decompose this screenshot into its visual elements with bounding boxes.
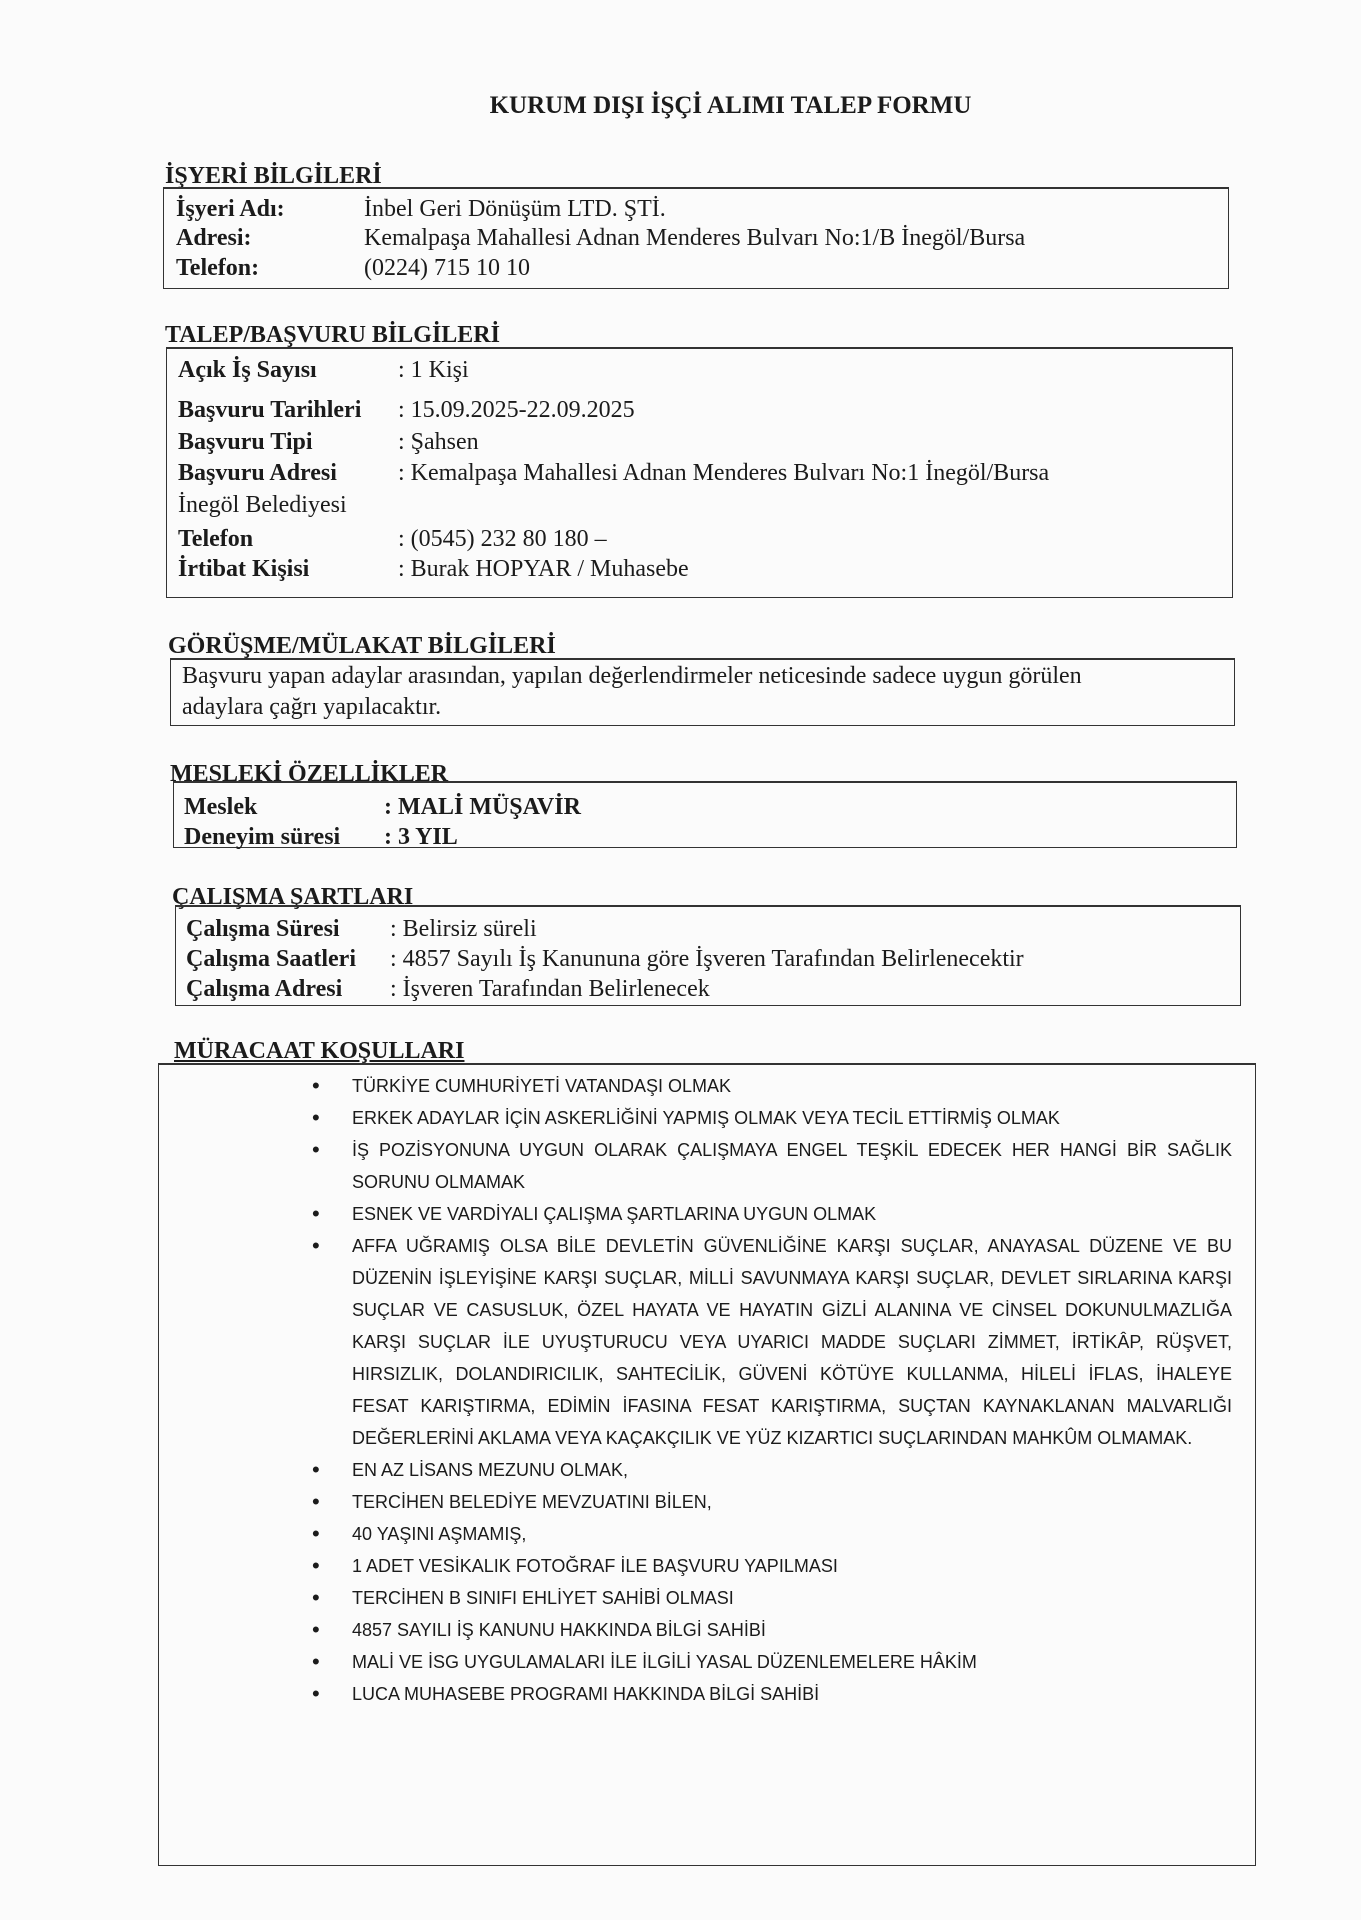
talep-row: Açık İş Sayısı : 1 Kişi xyxy=(178,357,469,383)
requirement-item: • İŞ POZİSYONUNA UYGUN OLARAK ÇALIŞMAYA ENGEL TEŞKİL EDECEK HER HANGİ BİR SAĞLIK SORUNU OLMAMAK xyxy=(352,1134,1232,1198)
talep-row: Başvuru Tipi : Şahsen xyxy=(178,429,479,455)
section-heading-muracaat: MÜRACAAT KOŞULLARI xyxy=(174,1038,465,1064)
requirement-item: • ERKEK ADAYLAR İÇİN ASKERLİĞİNİ YAPMIŞ OLMAK VEYA TECİL ETTİRMİŞ OLMAK xyxy=(352,1102,1232,1134)
section-heading-talep: TALEP/BAŞVURU BİLGİLERİ xyxy=(165,322,500,348)
meslek-row: Deneyim süresi : 3 YIL xyxy=(184,824,458,850)
requirement-item: • 1 ADET VESİKALIK FOTOĞRAF İLE BAŞVURU YAPILMASI xyxy=(352,1550,992,1582)
calisma-row: Çalışma Adresi : İşveren Tarafından Belirlenecek xyxy=(186,976,710,1002)
gorusme-text: adaylara çağrı yapılacaktır. xyxy=(182,694,442,720)
calisma-row: Çalışma Saatleri : 4857 Sayılı İş Kanununa göre İşveren Tarafından Belirlenecektir xyxy=(186,946,1024,972)
requirement-item: • ESNEK VE VARDİYALI ÇALIŞMA ŞARTLARINA UYGUN OLMAK xyxy=(352,1198,1232,1230)
calisma-row: Çalışma Süresi : Belirsiz süreli xyxy=(186,916,537,942)
requirement-item: • TÜRKİYE CUMHURİYETİ VATANDAŞI OLMAK xyxy=(352,1070,1232,1102)
requirement-item: • 40 YAŞINI AŞMAMIŞ, xyxy=(352,1518,992,1550)
isyeri-row: Telefon: (0224) 715 10 10 xyxy=(176,255,530,281)
requirement-item: • TERCİHEN B SINIFI EHLİYET SAHİBİ OLMASI xyxy=(352,1582,992,1614)
talep-row: Başvuru Adresi : Kemalpaşa Mahallesi Adnan Menderes Bulvarı No:1 İnegöl/Bursa xyxy=(178,460,1050,486)
requirement-item: • EN AZ LİSANS MEZUNU OLMAK, xyxy=(352,1454,992,1486)
section-heading-isyeri: İŞYERİ BİLGİLERİ xyxy=(165,163,382,189)
talep-row: İrtibat Kişisi : Burak HOPYAR / Muhasebe xyxy=(178,556,689,582)
requirement-item: • AFFA UĞRAMIŞ OLSA BİLE DEVLETİN GÜVENLİĞİNE KARŞI SUÇLAR, ANAYASAL DÜZENE VE BU DÜZENİN İŞLEYİŞİNE KARŞI SUÇLAR, MİLLİ SAVUNMAYA KARŞI SUÇLAR, DEVLET SIRLARINA KARŞI SUÇLAR VE CASUSLUK, ÖZEL HAYATA VE HAYATIN GİZLİ ALANINA VE CİNSEL DOKUNULMAZLIĞA KARŞI SUÇLAR İLE UYUŞTURUCU VEYA UYARICI MADDE SUÇLARI ZİMMET, İRTİKÂP, RÜŞVET, HIRSIZLIK, DOLANDIRICILIK, SAHTECİLİK, GÜVENİ KÖTÜYE KULLANMA, HİLELİ İFLAS, İHALEYE FESAT KARIŞTIRMA, EDİMİN İFASINA FESAT KARIŞTIRMA, SUÇTAN KAYNAKLANAN MALVARLIĞI DEĞERLERİNİ AKLAMA VEYA KAÇAKÇILIK VE YÜZ KIZARTICI SUÇLARINDAN MAHKÛM OLMAMAK. xyxy=(352,1230,1232,1454)
requirement-item: • 4857 SAYILI İŞ KANUNU HAKKINDA BİLGİ SAHİBİ xyxy=(352,1614,992,1646)
requirement-item: • MALİ VE İSG UYGULAMALARI İLE İLGİLİ YASAL DÜZENLEMELERE HÂKİM xyxy=(352,1646,992,1678)
requirements-list xyxy=(352,1070,1232,1710)
gorusme-text: Başvuru yapan adaylar arasından, yapılan değerlendirmeler neticesinde sadece uygun görülen xyxy=(182,663,1082,689)
isyeri-row: Adresi: Kemalpaşa Mahallesi Adnan Menderes Bulvarı No:1/B İnegöl/Bursa xyxy=(176,225,1026,251)
document-title: KURUM DIŞI İŞÇİ ALIMI TALEP FORMU xyxy=(489,92,972,119)
talep-row: İnegöl Belediyesi xyxy=(178,492,347,518)
requirement-item: • LUCA MUHASEBE PROGRAMI HAKKINDA BİLGİ SAHİBİ xyxy=(352,1678,992,1710)
section-heading-gorusme: GÖRÜŞME/MÜLAKAT BİLGİLERİ xyxy=(168,633,556,659)
talep-row: Telefon : (0545) 232 80 180 – xyxy=(178,526,607,552)
requirement-item: • TERCİHEN BELEDİYE MEVZUATINI BİLEN, xyxy=(352,1486,992,1518)
meslek-row: Meslek : MALİ MÜŞAVİR xyxy=(184,794,581,820)
section-heading-calisma: ÇALIŞMA ŞARTLARI xyxy=(172,884,414,910)
isyeri-row: İşyeri Adı: İnbel Geri Dönüşüm LTD. ŞTİ. xyxy=(176,196,666,222)
section-heading-meslek: MESLEKİ ÖZELLİKLER xyxy=(170,761,449,787)
talep-row: Başvuru Tarihleri : 15.09.2025-22.09.2025 xyxy=(178,397,635,423)
